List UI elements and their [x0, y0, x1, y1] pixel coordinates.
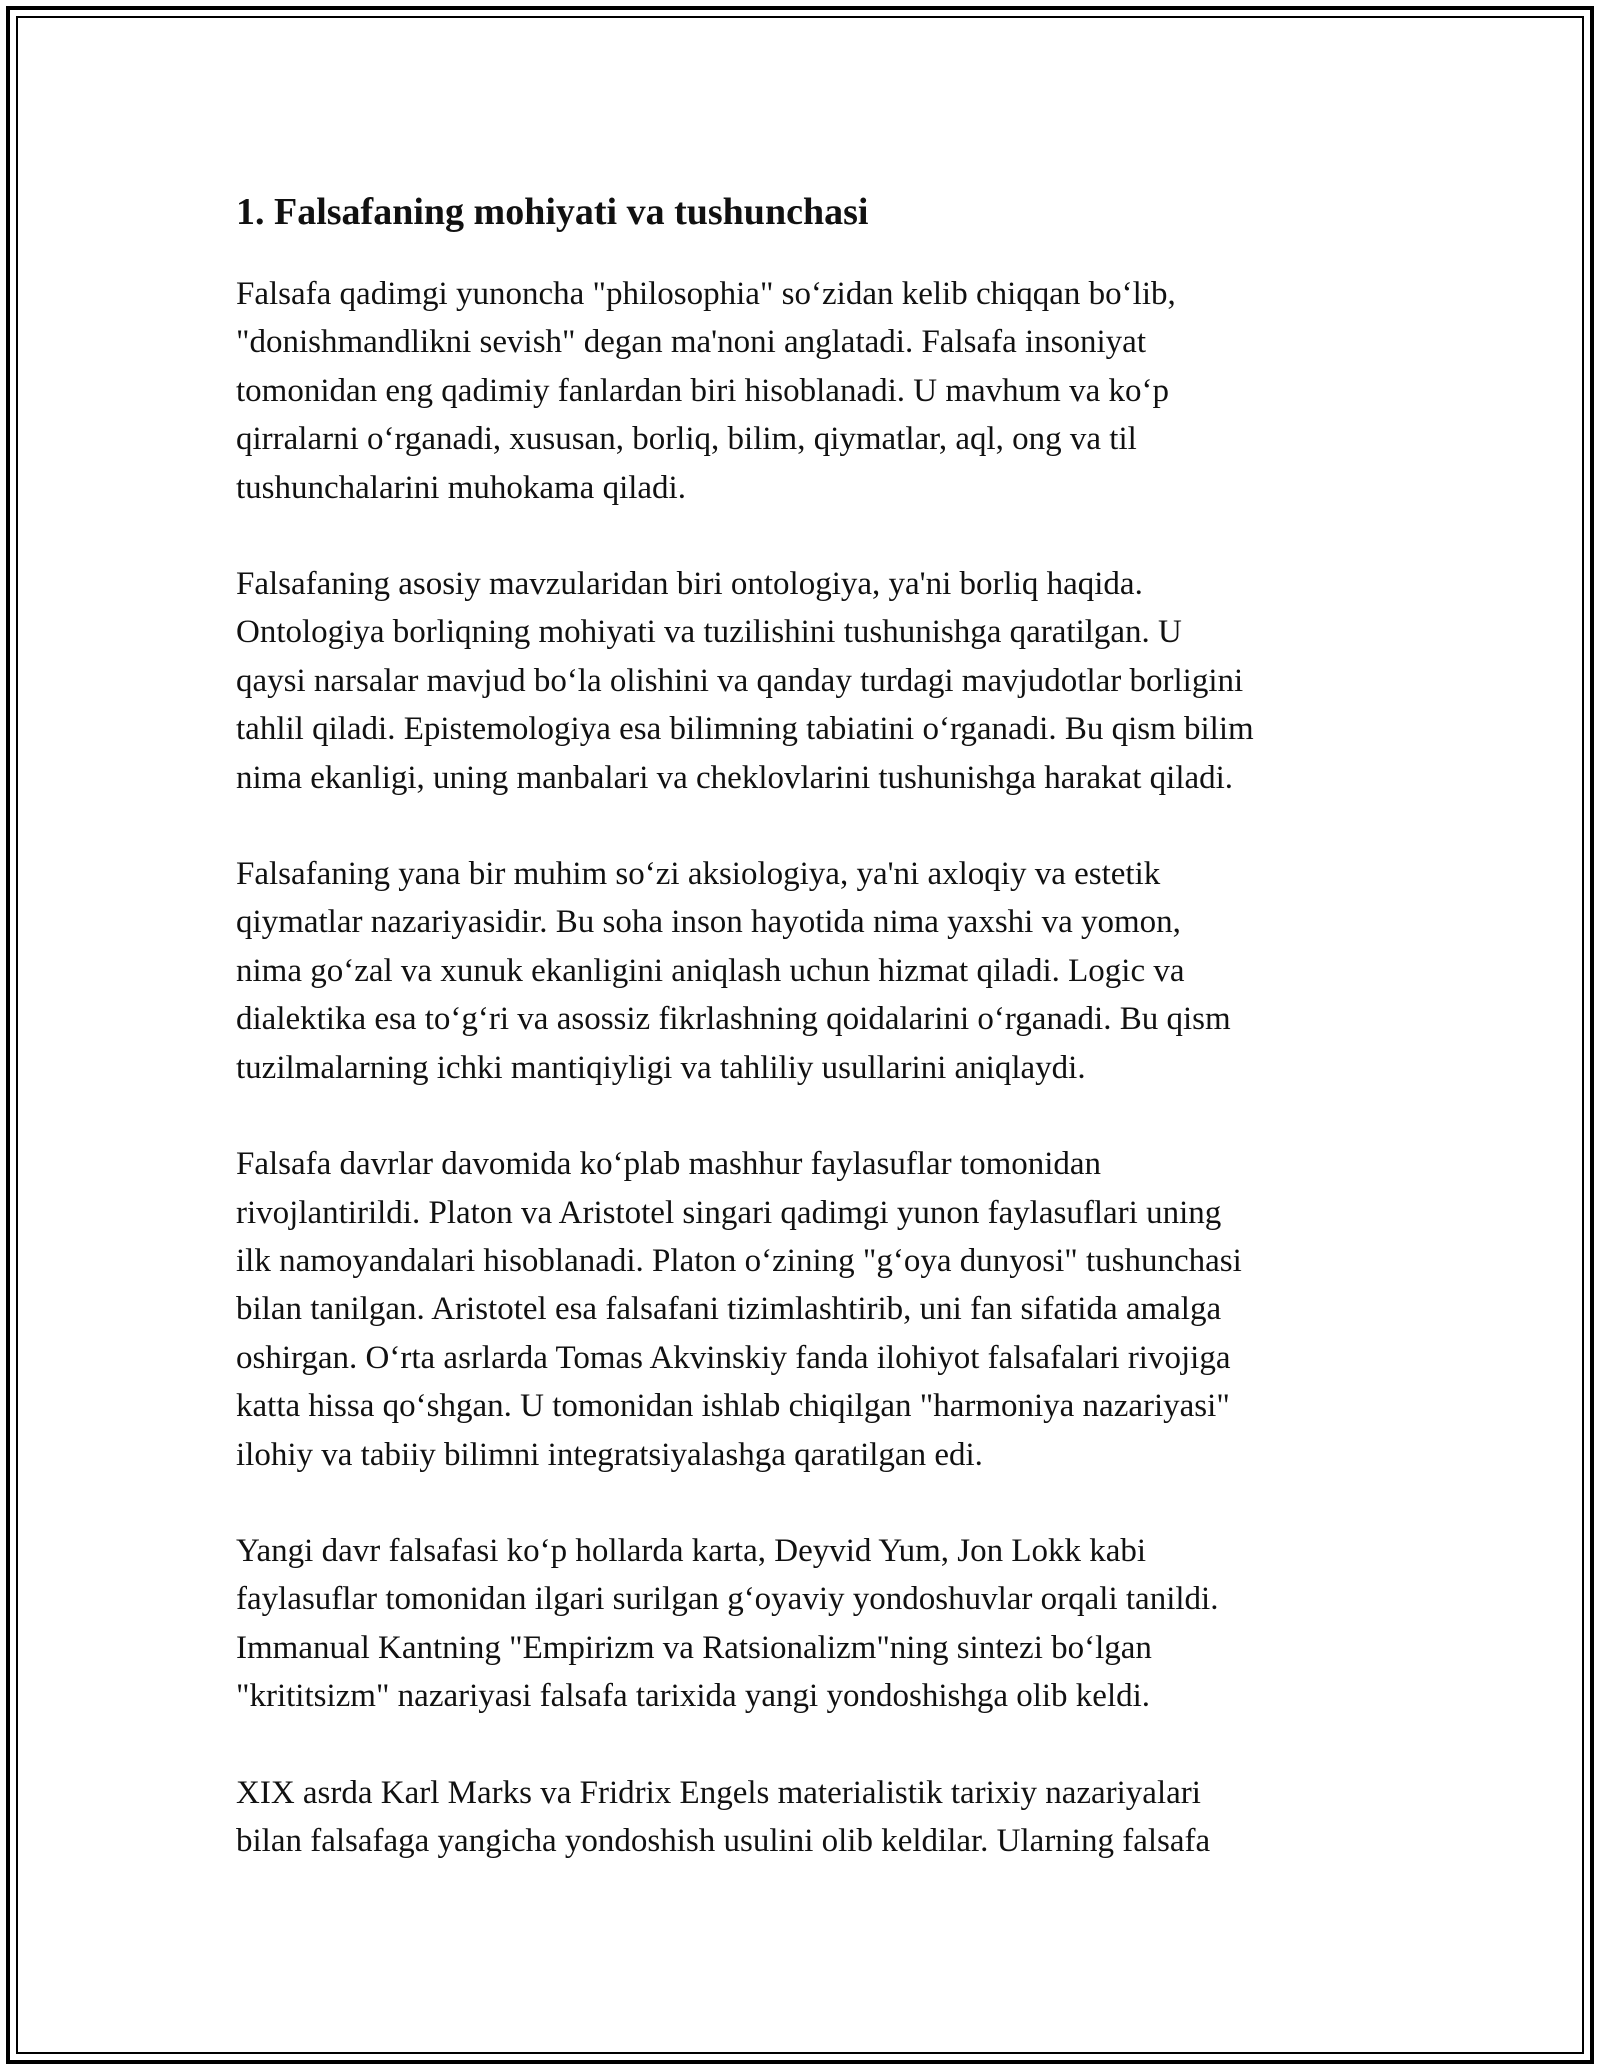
text-line: nima ekanligi, uning manbalari va cheklovlarini tushunishga harakat qiladi.	[236, 759, 1234, 796]
text-line: nima go‘zal va xunuk ekanligini aniqlash uchun hizmat qiladi. Logic va	[236, 952, 1185, 989]
paragraph-modern	[236, 1527, 1376, 1721]
text-line: tomonidan eng qadimiy fanlardan biri hisoblanadi. U mavhum va ko‘p	[236, 372, 1169, 409]
paragraph-axiology	[236, 850, 1376, 1092]
text-line: ilk namoyandalari hisoblanadi. Platon o‘zining "g‘oya dunyosi" tushunchasi	[236, 1242, 1242, 1279]
text-line: Ontologiya borliqning mohiyati va tuzilishini tushunishga qaratilgan. U	[236, 614, 1182, 651]
text-line: faylasuflar tomonidan ilgari surilgan g‘oyaviy yondoshuvlar orqali tanildi.	[236, 1581, 1219, 1618]
text-line: bilan tanilgan. Aristotel esa falsafani tizimlashtirib, uni fan sifatida amalga	[236, 1291, 1222, 1328]
paragraph-history	[236, 1140, 1376, 1479]
text-line: tahlil qiladi. Epistemologiya esa bilimning tabiatini o‘rganadi. Bu qism bilim	[236, 711, 1254, 748]
text-line: katta hissa qo‘shgan. U tomonidan ishlab chiqilgan "harmoniya nazariyasi"	[236, 1388, 1230, 1425]
text-line: tushunchalarini muhokama qiladi.	[236, 469, 686, 506]
text-line: Falsafaning yana bir muhim so‘zi aksiologiya, ya'ni axloqiy va estetik	[236, 856, 1161, 893]
text-line: Falsafa davrlar davomida ko‘plab mashhur faylasuflar tomonidan	[236, 1146, 1102, 1183]
text-line: Falsafaning asosiy mavzularidan biri ontologiya, ya'ni borliq haqida.	[236, 566, 1143, 603]
text-line: qaysi narsalar mavjud bo‘la olishini va qanday turdagi mavjudotlar borligini	[236, 662, 1244, 699]
text-line: "krititsizm" nazariyasi falsafa tarixida yangi yondoshishga olib keldi.	[236, 1678, 1151, 1715]
text-line: bilan falsafaga yangicha yondoshish usulini olib keldilar. Ularning falsafa	[236, 1822, 1211, 1859]
text-line: ilohiy va tabiiy bilimni integratsiyalashga qaratilgan edi.	[236, 1436, 983, 1473]
text-line: qiymatlar nazariyasidir. Bu soha inson hayotida nima yaxshi va yomon,	[236, 904, 1181, 941]
text-line: XIX asrda Karl Marks va Fridrix Engels materialistik tarixiy nazariyalari	[236, 1774, 1201, 1811]
text-line: tuzilmalarning ichki mantiqiyligi va tahliliy usullarini aniqlaydi.	[236, 1049, 1086, 1086]
document-page	[236, 186, 1376, 1913]
text-line: oshirgan. O‘rta asrlarda Tomas Akvinskiy fanda ilohiyot falsafalari rivojiga	[236, 1339, 1231, 1376]
text-line: qirralarni o‘rganadi, xususan, borliq, bilim, qiymatlar, aql, ong va til	[236, 421, 1137, 458]
paragraph-nineteenth-century	[236, 1769, 1376, 1866]
paragraph-ontology	[236, 560, 1376, 802]
section-heading: 1. Falsafaning mohiyati va tushunchasi	[236, 191, 869, 233]
text-line: "donishmandlikni sevish" degan ma'noni anglatadi. Falsafa insoniyat	[236, 324, 1146, 361]
text-line: Yangi davr falsafasi ko‘p hollarda karta, Deyvid Yum, Jon Lokk kabi	[236, 1532, 1147, 1569]
text-line: Immanual Kantning "Empirizm va Ratsionalizm"ning sintezi bo‘lgan	[236, 1629, 1152, 1666]
text-line: Falsafa qadimgi yunoncha "philosophia" so‘zidan kelib chiqqan bo‘lib,	[236, 276, 1176, 312]
paragraph-definition	[236, 270, 1376, 512]
text-line: dialektika esa to‘g‘ri va asossiz fikrlashning qoidalarini o‘rganadi. Bu qism	[236, 1001, 1231, 1038]
text-line: rivojlantirildi. Platon va Aristotel singari qadimgi yunon faylasuflari uning	[236, 1194, 1222, 1231]
